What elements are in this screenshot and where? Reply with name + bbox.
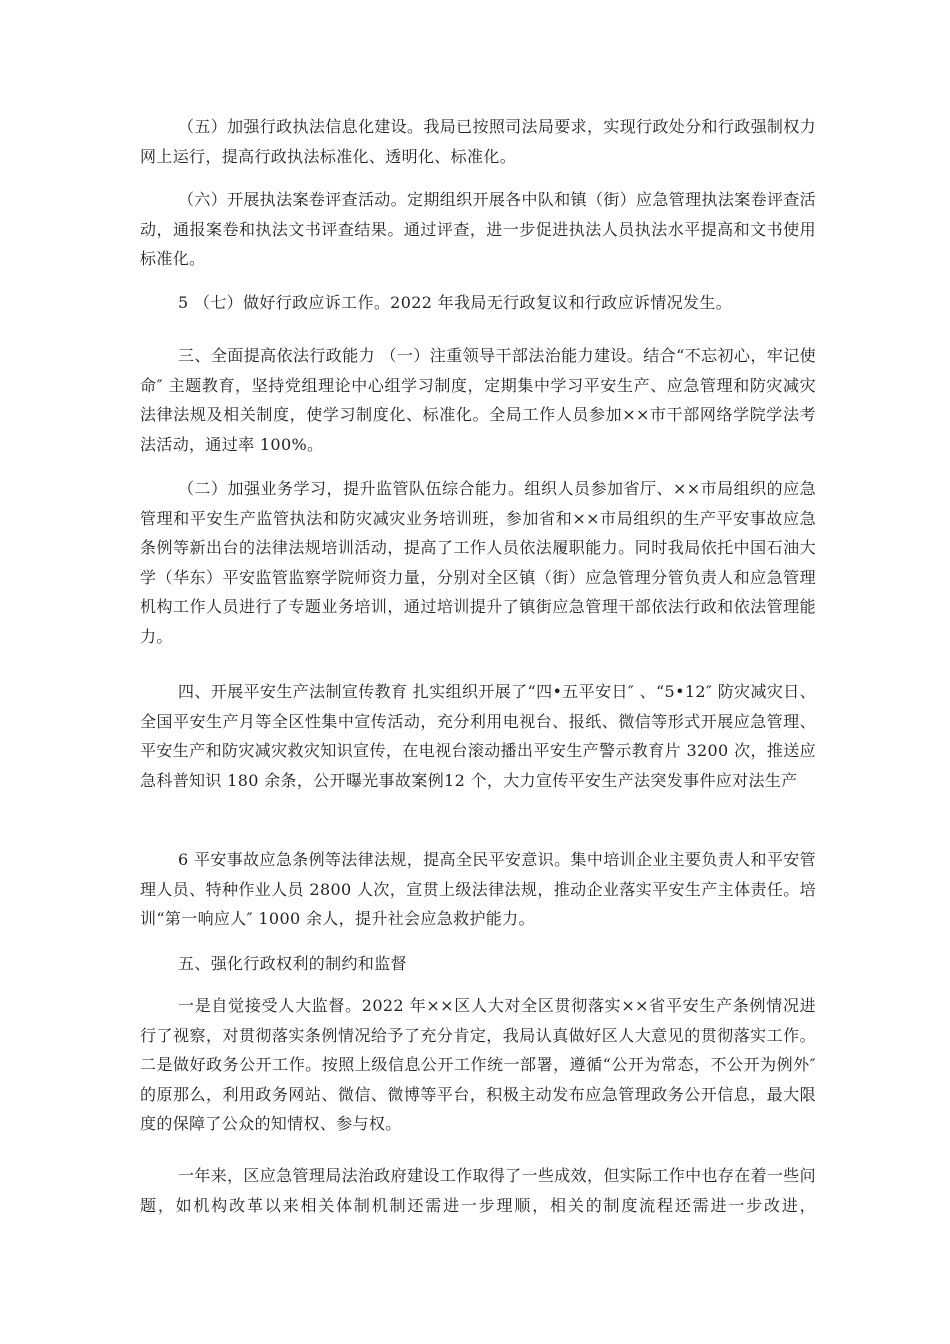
paragraph-summary: 一年来，区应急管理局法治政府建设工作取得了一些成效，但实际工作中也存在着一些问题，如机构改革以来相关体制机制还需进一步理顺，相关的制度流程还需进一步改进， (140, 1166, 816, 1215)
paragraph-regulations-training: 6 平安事故应急条例等法律法规，提高全民平安意识。集中培训企业主要负责人和平安管理人员、特种作业人员 2800 人次，宣贯上级法律法规，推动企业落实平安生产主体责任。培训“第一响应人″ 1000 余人，提升社会应急救护能力。 (140, 850, 816, 928)
paragraph-legal-publicity: 四、开展平安生产法制宣传教育 扎实组织开展了“四•五平安日″ 、“5•12″ 防灾减灾日、全国平安生产月等全区性集中宣传活动，充分利用电视台、报纸、微信等形式开展应急管理、平安生产和防灾减灾救灾知识宣传，在电视台滚动播出平安生产警示教育片 3200 次，推送应急科普知识 180 余条，公开曝光事故案例12 个，大力宣传平安生产法突发事件应对法生产 (140, 682, 816, 790)
section-heading-supervision: 五、强化行政权利的制约和监督 (178, 954, 407, 973)
paragraph-informatization: （五）加强行政执法信息化建设。我局已按照司法局要求，实现行政处分和行政强制权力网上运行，提高行政执法标准化、透明化、标准化。 (140, 117, 816, 166)
paragraph-litigation: 5 （七）做好行政应诉工作。2022 年我局无行政复议和行政应诉情况发生。 (178, 293, 733, 312)
paragraph-business-study: （二）加强业务学习，提升监管队伍综合能力。组织人员参加省厅、××市局组织的应急管理和平安生产监管执法和防灾减灾业务培训班，参加省和××市局组织的生产平安事故应急条例等新出台的法律法规培训活动，提高了工作人员依法履职能力。同时我局依托中国石油大学（华东）平安监管监察学院师资力量，分别对全区镇（街）应急管理分管负责人和应急管理机构工作人员进行了专题业务培训，通过培训提升了镇街应急管理干部依法行政和依法管理能力。 (140, 479, 816, 646)
paragraph-oversight: 一是自觉接受人大监督。2022 年××区人大对全区贯彻落实××省平安生产条例情况进行了视察，对贯彻落实条例情况给予了充分肯定，我局认真做好区人大意见的贯彻落实工作。二是做好政务公开工作。按照上级信息公开工作统一部署，遵循“公开为常态，不公开为例外″ 的原那么，利用政务网站、微信、微博等平台，积极主动发布应急管理政务公开信息，最大限度的保障了公众的知情权、参与权。 (140, 996, 816, 1133)
paragraph-case-review: （六）开展执法案卷评查活动。定期组织开展各中队和镇（街）应急管理执法案卷评查活动，通报案卷和执法文书评查结果。通过评查，进一步促进执法人员执法水平提高和文书使用标准化。 (140, 190, 816, 268)
paragraph-legal-capability: 三、全面提高依法行政能力 （一）注重领导干部法治能力建设。结合“不忘初心，牢记使命″ 主题教育，坚持党组理论中心组学习制度，定期集中学习平安生产、应急管理和防灾减灾法律法规及相关制度，使学习制度化、标准化。全局工作人员参加××市干部网络学院学法考法活动，通过率 100%。 (140, 346, 816, 454)
